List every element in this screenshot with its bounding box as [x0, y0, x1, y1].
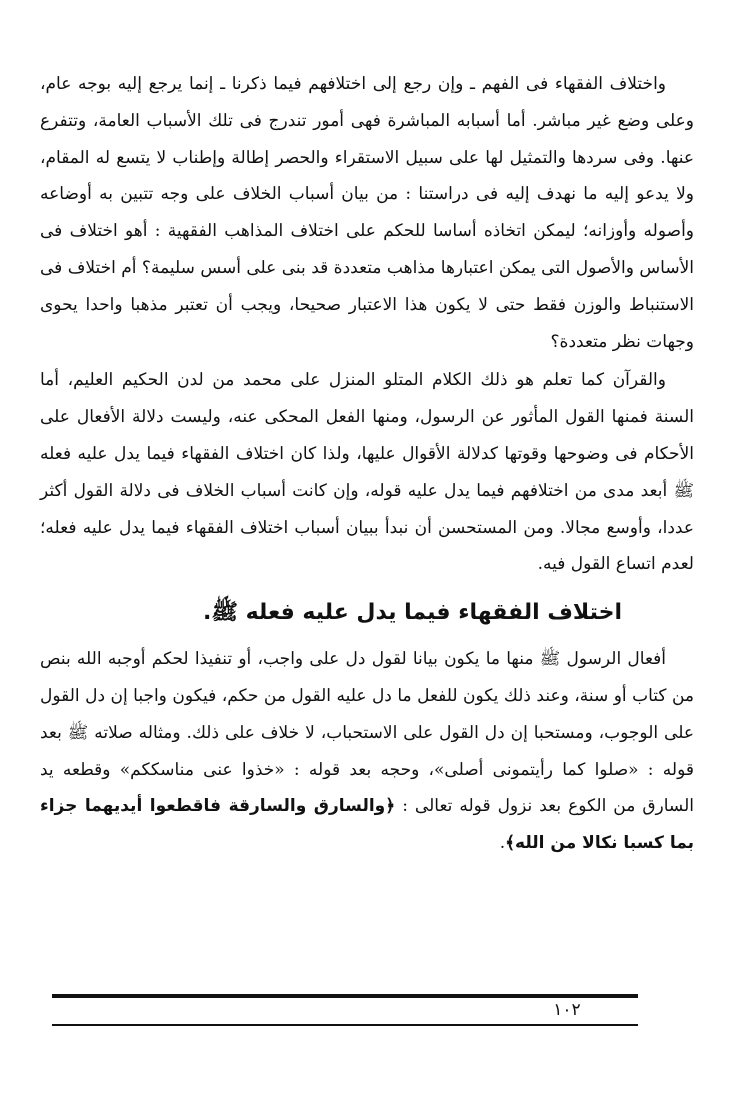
quran-verse: ﴿والسارق والسارقة فاقطعوا أيديهما جزاء بما كسبا نكالا من الله﴾ [40, 796, 694, 854]
paragraph-3-end: . [499, 833, 506, 854]
paragraph-1: واختلاف الفقهاء فى الفهم ـ وإن رجع إلى اختلافهم فيما ذكرنا ـ إنما يرجع إليه بوجه عام، وعلى وضع غير مباشر. أما أسبابه المباشرة فهى أمور تندرج فى تلك الأسباب العامة، وتتفرع عنها. وفى سردها والتمثيل لها على سبيل الاستقراء والحصر إطالة وإطناب لا يتسع له المقام، ولا يدعو إليه ما نهدف إليه فى دراستنا : من بيان أسباب الخلاف على وجه تتبين به أوضاعه وأصوله وأوزانه؛ ليمكن اتخاذه أساسا للحكم على اختلاف المذاهب الفقهية : أهو اختلاف فى الأساس والأصول التى يمكن اعتبارها مذاهب متعددة قد بنى على أسس سليمة؟ أم اختلاف فى الاستنباط والوزن فقط حتى لا يكون هذا الاعتبار صحيحا، ويجب أن تعتبر مذهبا واحدا يحوى وجهات نظر متعددة؟ [40, 74, 694, 352]
paragraph-3-text: أفعال الرسول ﷺ منها ما يكون بيانا لقول دل على واجب، أو تنفيذا لحكم أوجبه الله بنص من كتاب أو سنة، وعند ذلك يكون للفعل ما دل عليه القول من حكم، فيكون واجبا إن دل القول على الوجوب، ومستحبا إن دل القول على الاستحباب، لا خلاف على ذلك. ومثاله صلاته ﷺ بعد قوله : «صلوا كما رأيتمونى أصلى»، وحجه بعد قوله : «خذوا عنى مناسككم» وقطعه يد السارق من الكوع بعد نزول قوله تعالى : [40, 649, 694, 817]
page-body [40, 66, 694, 862]
footer-rule-thick [52, 994, 638, 998]
footer-rule-thin [52, 1024, 638, 1026]
paragraph-2: والقرآن كما تعلم هو ذلك الكلام المتلو المنزل على محمد من لدن الحكيم العليم، أما السنة فمنها القول المأثور عن الرسول، ومنها الفعل المحكى عنه، وليست دلالة الأفعال على الأحكام فى وضوحها وقوتها كدلالة الأقوال عليها، ولذا كان اختلاف الفقهاء فيما يدل عليه فعله ﷺ أبعد مدى من اختلافهم فيما يدل عليه قوله، وإن كانت أسباب الخلاف فى دلالة القول أكثر عددا، وأوسع مجالا. ومن المستحسن أن نبدأ ببيان أسباب اختلاف الفقهاء فيما يدل عليه فعله؛ لعدم اتساع القول فيه. [40, 370, 694, 575]
section-heading: اختلاف الفقهاء فيما يدل عليه فعله ﷺ. [203, 600, 622, 626]
page-number: ١٠٢ [553, 1000, 581, 1020]
paragraph-3 [40, 641, 694, 862]
